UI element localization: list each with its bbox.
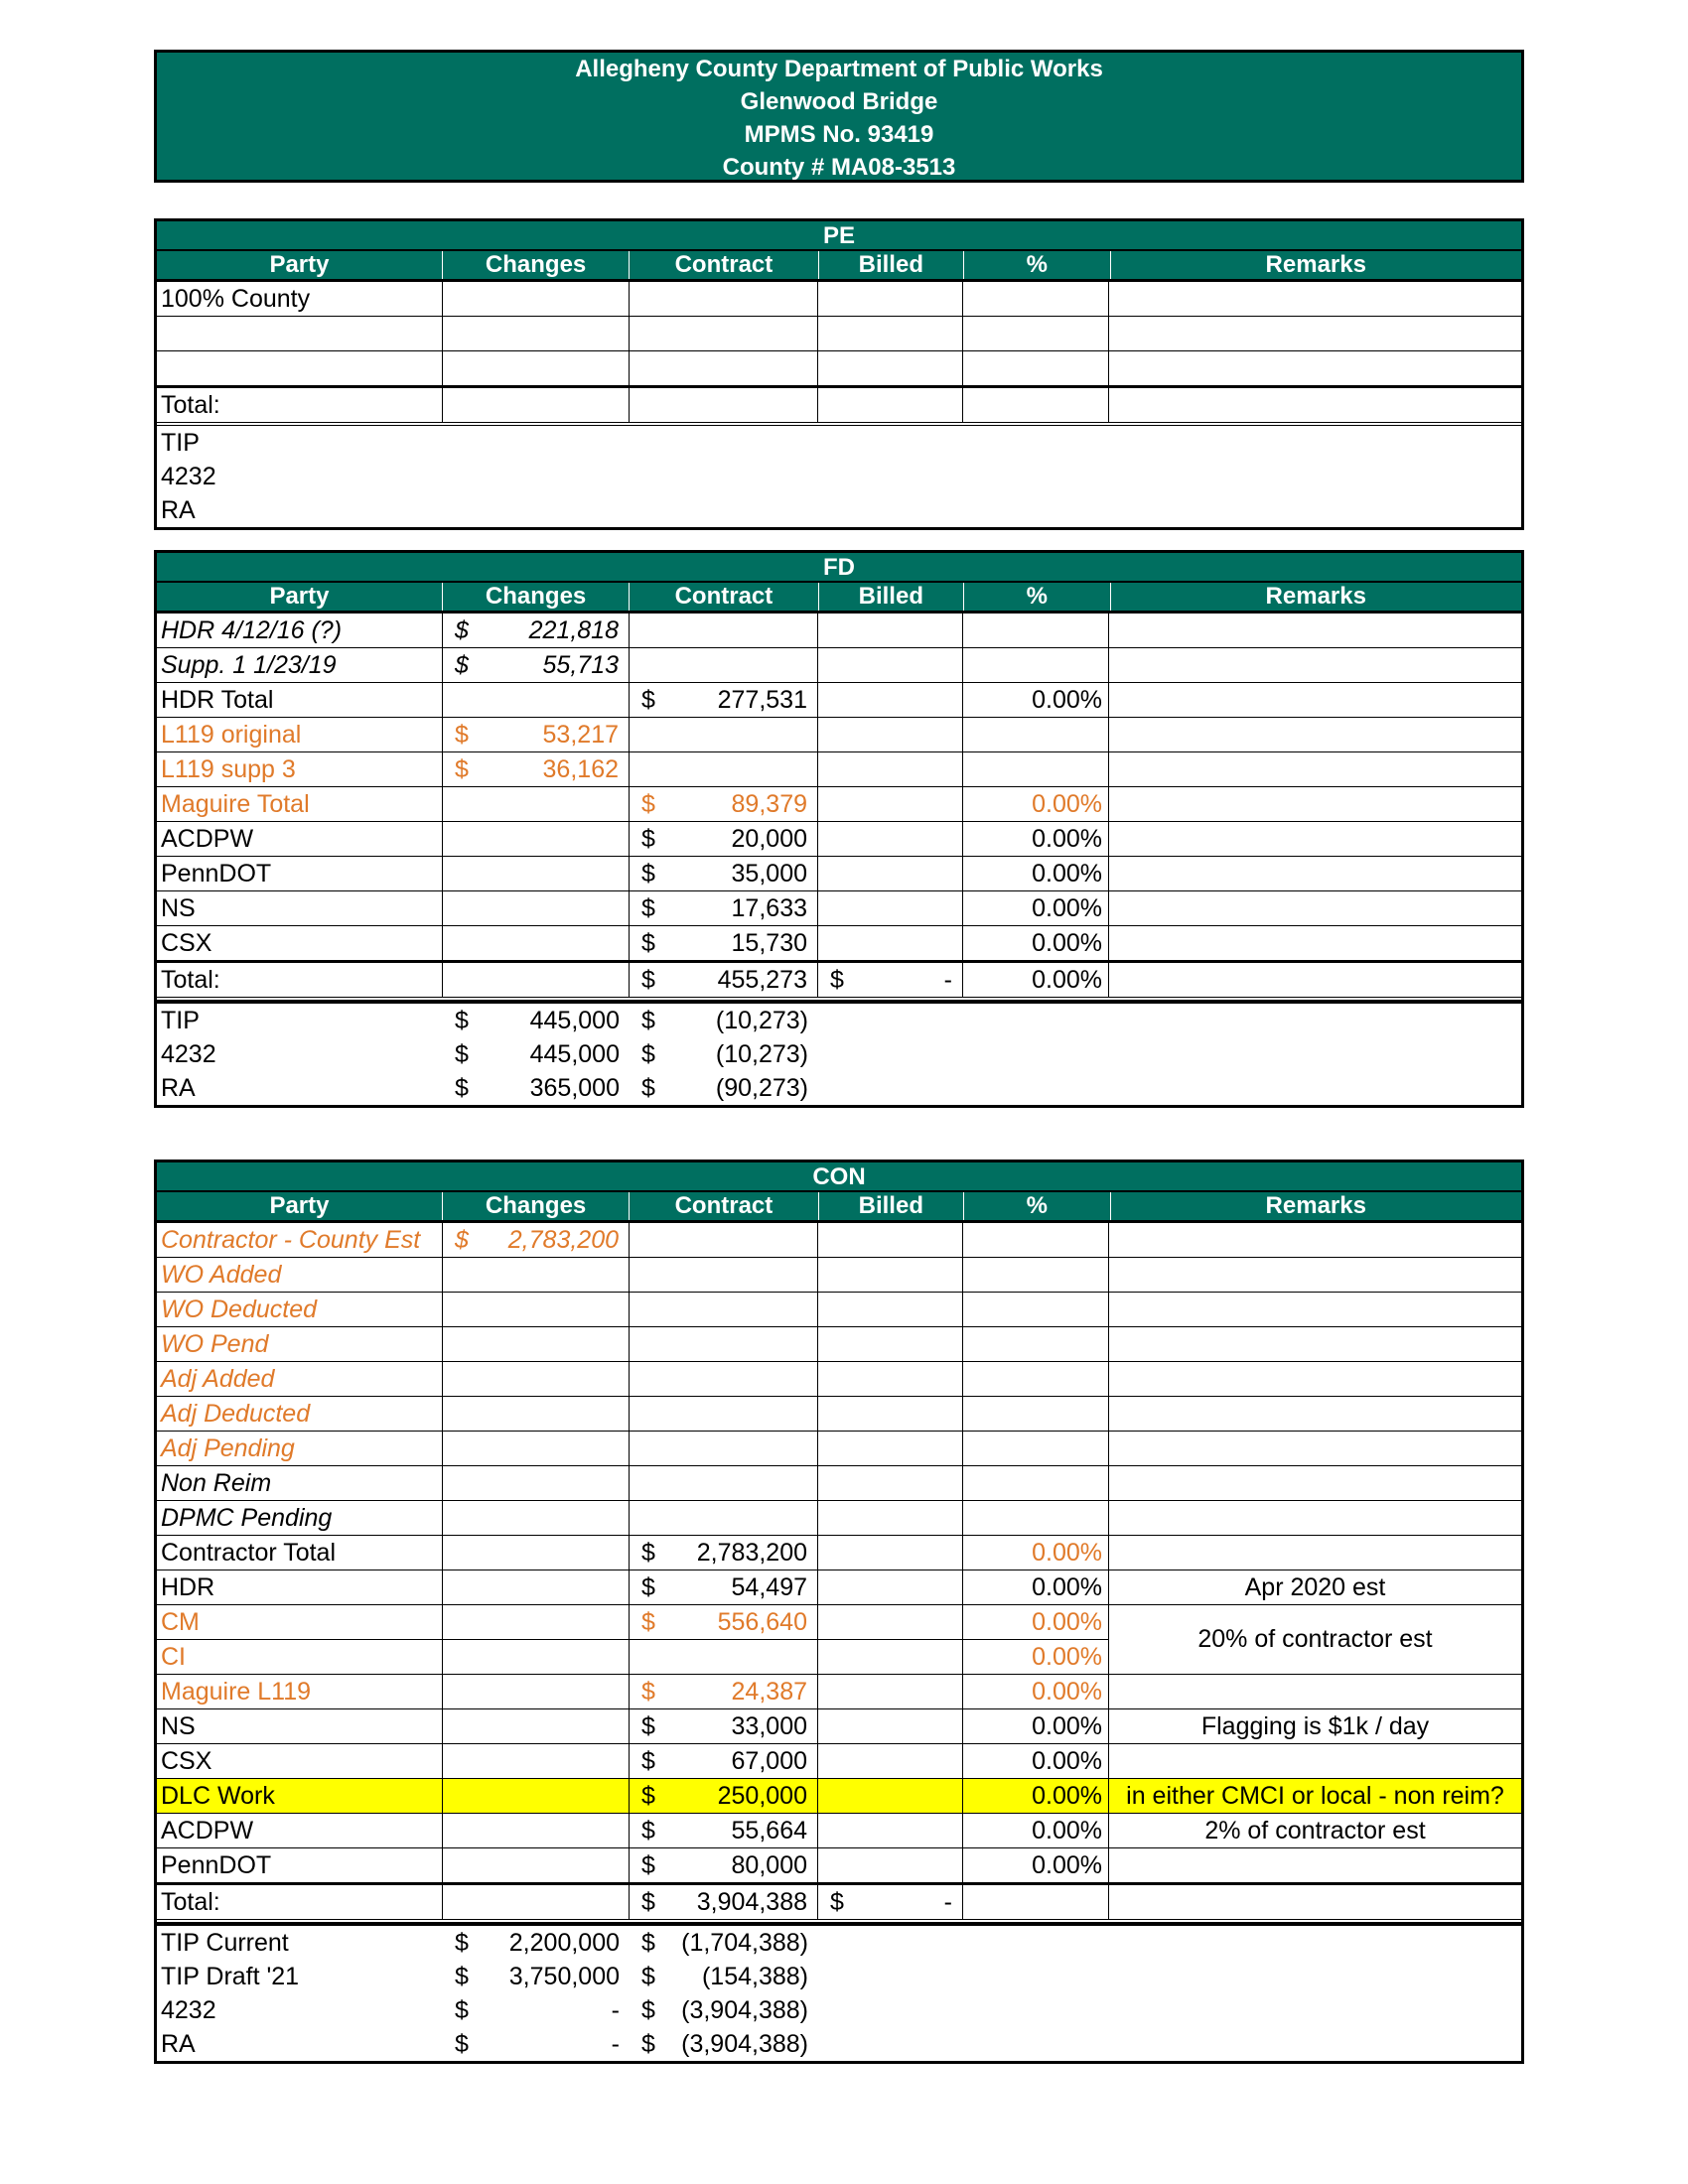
billed-cell [818,1779,963,1813]
pe-column-headers [157,251,1521,282]
funding-balance: $ (10,273) [641,1007,808,1034]
remarks-cell: 2% of contractor est [1204,1817,1426,1844]
table-row [157,926,1521,963]
table-row [157,1397,1521,1432]
funding-label: RA [161,1074,196,1102]
contract-cell: $ 33,000 [630,1709,818,1743]
pe-footer: TIP 4232 RA [161,429,216,524]
pe-title: PE [157,221,1521,251]
contract-cell: $ 3,904,388 [630,1885,818,1919]
contract-cell [630,1501,818,1535]
contract-cell [630,1223,818,1257]
remarks-cell [1109,1362,1521,1396]
party-cell: WO Deducted [157,1293,443,1326]
remarks-cell [1109,822,1521,856]
party-cell: L119 original [157,718,443,751]
party-cell: DPMC Pending [157,1501,443,1535]
changes-cell [443,1848,630,1882]
funding-amount: $ 3,750,000 [455,1963,620,1990]
remarks-cell [1109,1327,1521,1361]
remarks-cell [1109,614,1521,647]
pct-cell: 0.00% [963,1675,1109,1708]
changes-cell [443,1397,630,1431]
contract-cell [630,1327,818,1361]
remarks-cell [1109,1885,1521,1919]
table-row [157,1501,1521,1536]
table-row [157,1744,1521,1779]
remarks-cell [1109,1501,1521,1535]
changes-cell [443,683,630,717]
pct-cell: 0.00% [963,1814,1109,1847]
billed-cell [818,822,963,856]
contract-cell [630,1293,818,1326]
changes-cell [443,1327,630,1361]
changes-cell [443,1501,630,1535]
changes-cell: $ 2,783,200 [443,1223,630,1257]
billed-cell [818,1640,963,1674]
remarks-cell [1109,1258,1521,1292]
table-row [157,1814,1521,1848]
report-header [154,50,1524,183]
pct-cell: 0.00% [963,1605,1109,1639]
billed-cell [818,648,963,682]
con-rows [157,1223,1521,1923]
funding-balance: $ (3,904,388) [641,1996,808,2024]
funding-row [157,1071,1521,1105]
pct-cell: 0.00% [963,1570,1109,1604]
header-county-number: County # MA08-3513 [722,154,956,181]
col-billed: Billed [819,251,964,279]
col-pct: % [964,251,1110,279]
col-contract: Contract [630,251,818,279]
contract-cell: $ 55,664 [630,1814,818,1847]
billed-cell [818,1709,963,1743]
billed-cell [818,926,963,960]
remarks-cell [1109,1848,1521,1882]
remarks-cell [1109,787,1521,821]
changes-cell [443,891,630,925]
table-row [157,1536,1521,1570]
billed-cell [818,1223,963,1257]
funding-row [157,1960,1521,1993]
pct-cell [963,1885,1109,1919]
remarks-cell [1109,1293,1521,1326]
pct-cell: 0.00% [963,1640,1109,1674]
changes-cell [443,1466,630,1500]
party-cell: Maguire Total [157,787,443,821]
contract-cell: $ 2,783,200 [630,1536,818,1570]
contract-cell [630,1466,818,1500]
contract-cell: $ 277,531 [630,683,818,717]
contract-cell [630,1640,818,1674]
billed-cell [818,1814,963,1847]
changes-cell: $ 53,217 [443,718,630,751]
changes-cell [443,1362,630,1396]
pct-cell [963,1223,1109,1257]
funding-label: 4232 [161,1040,216,1068]
pct-cell [963,1432,1109,1465]
remarks-cell [1109,1744,1521,1778]
table-row [157,1223,1521,1258]
table-row [157,1362,1521,1397]
funding-amount: $ - [455,2030,620,2058]
changes-cell [443,1709,630,1743]
party-cell: NS [157,1709,443,1743]
party-cell: Contractor - County Est [157,1223,443,1257]
fd-footer [157,1001,1521,1105]
party-cell: CI [157,1640,443,1674]
party-cell: CSX [157,1744,443,1778]
contract-cell: $ 89,379 [630,787,818,821]
contract-cell [630,1397,818,1431]
changes-cell [443,787,630,821]
party-cell: PennDOT [157,1848,443,1882]
party-cell: Adj Pending [157,1432,443,1465]
pct-cell: 0.00% [963,683,1109,717]
party-cell: ACDPW [157,822,443,856]
funding-balance: $ (1,704,388) [641,1929,808,1957]
fd-title: FD [157,553,1521,583]
pct-cell [963,1293,1109,1326]
table-row [157,1779,1521,1814]
remarks-cell [1109,1397,1521,1431]
funding-balance: $ (154,388) [641,1963,808,1990]
changes-cell [443,963,630,997]
changes-cell [443,1605,630,1639]
remarks-cell [1109,683,1521,717]
party-cell: PennDOT [157,857,443,890]
funding-balance: $ (10,273) [641,1040,808,1068]
contract-cell: $ 556,640 [630,1605,818,1639]
changes-cell: $ 36,162 [443,752,630,786]
pe-total-row: Total: [157,388,1521,426]
billed-cell [818,718,963,751]
remarks-cell [1109,926,1521,960]
funding-amount: $ 445,000 [455,1040,620,1068]
changes-cell [443,1293,630,1326]
contract-cell: $ 15,730 [630,926,818,960]
header-project: Glenwood Bridge [740,88,938,115]
remarks-cell [1109,1536,1521,1570]
billed-cell [818,1744,963,1778]
party-cell: ACDPW [157,1814,443,1847]
con-section [154,1160,1524,2064]
party-cell: WO Pend [157,1327,443,1361]
funding-row [157,1004,1521,1037]
billed-cell [818,683,963,717]
billed-cell [818,1675,963,1708]
changes-cell [443,1536,630,1570]
contract-cell [630,1432,818,1465]
party-cell: L119 supp 3 [157,752,443,786]
changes-cell [443,1779,630,1813]
changes-cell [443,1675,630,1708]
remarks-cell [1109,718,1521,751]
table-row [157,317,1521,351]
contract-cell: $ 455,273 [630,963,818,997]
funding-balance: $ (90,273) [641,1074,808,1102]
billed-cell: $ - [818,1885,963,1919]
remarks-cell [1109,857,1521,890]
con-footer [157,1923,1521,2061]
remarks-cell: Flagging is $1k / day [1200,1712,1430,1740]
contract-cell [630,718,818,751]
funding-row [157,2027,1521,2061]
contract-cell: $ 250,000 [630,1779,818,1813]
changes-cell [443,1814,630,1847]
changes-cell [443,822,630,856]
funding-amount: $ 445,000 [455,1007,620,1034]
contract-cell [630,614,818,647]
fd-section [154,550,1524,1108]
funding-amount: $ 2,200,000 [455,1929,620,1957]
billed-cell [818,857,963,890]
changes-cell [443,1258,630,1292]
changes-cell [443,1640,630,1674]
con-title: CON [157,1162,1521,1192]
table-row [157,1432,1521,1466]
table-row [157,683,1521,718]
billed-cell [818,1501,963,1535]
pct-cell: 0.00% [963,926,1109,960]
funding-label: TIP Current [161,1929,289,1957]
pct-cell: 0.00% [963,891,1109,925]
pct-cell: 0.00% [963,1779,1109,1813]
contract-cell: $ 17,633 [630,891,818,925]
billed-cell [818,1848,963,1882]
contract-cell [630,648,818,682]
pe-section [154,218,1524,530]
party-cell: HDR 4/12/16 (?) [157,614,443,647]
changes-cell [443,1432,630,1465]
party-cell: WO Added [157,1258,443,1292]
table-row [157,1293,1521,1327]
changes-cell: $ 221,818 [443,614,630,647]
table-row [157,1885,1521,1923]
table-row [157,1709,1521,1744]
funding-amount: $ - [455,1996,620,2024]
remarks-cell [1109,1432,1521,1465]
pct-cell [963,648,1109,682]
table-row [157,963,1521,1001]
table-row [157,1258,1521,1293]
table-row [157,282,1521,317]
billed-cell [818,614,963,647]
pct-cell [963,1397,1109,1431]
table-row [157,1848,1521,1885]
funding-amount: $ 365,000 [455,1074,620,1102]
contract-cell: $ 24,387 [630,1675,818,1708]
party-cell: Contractor Total [157,1536,443,1570]
table-row [157,648,1521,683]
party-cell: 100% County [157,282,443,316]
header-mpms: MPMS No. 93419 [744,121,934,148]
changes-cell [443,1885,630,1919]
party-cell: DLC Work [157,1779,443,1813]
contract-cell [630,752,818,786]
billed-cell [818,1570,963,1604]
funding-label: TIP [161,1007,200,1034]
pct-cell: 0.00% [963,857,1109,890]
billed-cell: $ - [818,963,963,997]
billed-cell [818,1605,963,1639]
col-remarks: Remarks [1265,251,1366,278]
table-row [157,787,1521,822]
funding-row [157,1037,1521,1071]
billed-cell [818,1397,963,1431]
con-column-headers: Party Changes Contract Billed % Remarks [157,1192,1521,1223]
header-agency: Allegheny County Department of Public Works [575,56,1103,82]
party-cell: NS [157,891,443,925]
table-row [157,1466,1521,1501]
pct-cell [963,1362,1109,1396]
changes-cell [443,857,630,890]
changes-cell [443,1744,630,1778]
funding-label: RA [161,2030,196,2058]
party-cell: Non Reim [157,1466,443,1500]
pct-cell: 0.00% [963,787,1109,821]
changes-cell [443,1570,630,1604]
pct-cell: 0.00% [963,1709,1109,1743]
table-row [157,752,1521,787]
remarks-cell-merged: 20% of contractor est [1109,1622,1521,1656]
billed-cell [818,1258,963,1292]
changes-cell [443,926,630,960]
table-row [157,614,1521,648]
pct-cell [963,614,1109,647]
party-cell: Total: [157,963,443,997]
contract-cell [630,1258,818,1292]
billed-cell [818,891,963,925]
pct-cell [963,1327,1109,1361]
billed-cell [818,1293,963,1326]
remarks-cell [1109,963,1521,997]
party-cell: HDR Total [157,683,443,717]
pct-cell [963,718,1109,751]
funding-label: 4232 [161,1996,216,2024]
table-row [157,1570,1521,1605]
contract-cell: $ 67,000 [630,1744,818,1778]
funding-row [157,1926,1521,1960]
remarks-cell [1109,1675,1521,1708]
pct-cell: 0.00% [963,822,1109,856]
party-cell: Total: [157,1885,443,1919]
funding-label: TIP Draft '21 [161,1963,300,1990]
table-row [157,718,1521,752]
party-cell: Adj Added [157,1362,443,1396]
pct-cell [963,752,1109,786]
pct-cell: 0.00% [963,963,1109,997]
contract-cell: $ 54,497 [630,1570,818,1604]
remarks-cell: in either CMCI or local - non reim? [1126,1782,1504,1810]
table-row [157,351,1521,388]
table-row [157,1675,1521,1709]
billed-cell [818,1466,963,1500]
table-row [157,822,1521,857]
billed-cell [818,1327,963,1361]
changes-cell: $ 55,713 [443,648,630,682]
billed-cell [818,1536,963,1570]
col-changes: Changes [443,251,630,279]
party-cell: Adj Deducted [157,1397,443,1431]
billed-cell [818,1362,963,1396]
table-row [157,891,1521,926]
party-cell: Maguire L119 [157,1675,443,1708]
party-cell: CSX [157,926,443,960]
billed-cell [818,752,963,786]
contract-cell: $ 35,000 [630,857,818,890]
funding-row [157,1993,1521,2027]
fd-column-headers: Party Changes Contract Billed % Remarks [157,583,1521,614]
remarks-cell [1109,1223,1521,1257]
party-cell: HDR [157,1570,443,1604]
remarks-cell [1109,648,1521,682]
billed-cell [818,787,963,821]
pct-cell: 0.00% [963,1536,1109,1570]
party-cell: Supp. 1 1/23/19 [157,648,443,682]
pct-cell: 0.00% [963,1744,1109,1778]
remarks-cell [1109,1466,1521,1500]
pct-cell [963,1466,1109,1500]
col-party: Party [157,251,443,279]
remarks-cell [1109,891,1521,925]
billed-cell [818,1432,963,1465]
pct-cell [963,1501,1109,1535]
table-row [157,1327,1521,1362]
table-row [157,857,1521,891]
contract-cell: $ 20,000 [630,822,818,856]
party-cell: CM [157,1605,443,1639]
fd-rows [157,614,1521,1001]
pct-cell: 0.00% [963,1848,1109,1882]
contract-cell [630,1362,818,1396]
remarks-cell [1109,752,1521,786]
remarks-cell: Apr 2020 est [1244,1573,1386,1601]
funding-balance: $ (3,904,388) [641,2030,808,2058]
contract-cell: $ 80,000 [630,1848,818,1882]
pct-cell [963,1258,1109,1292]
